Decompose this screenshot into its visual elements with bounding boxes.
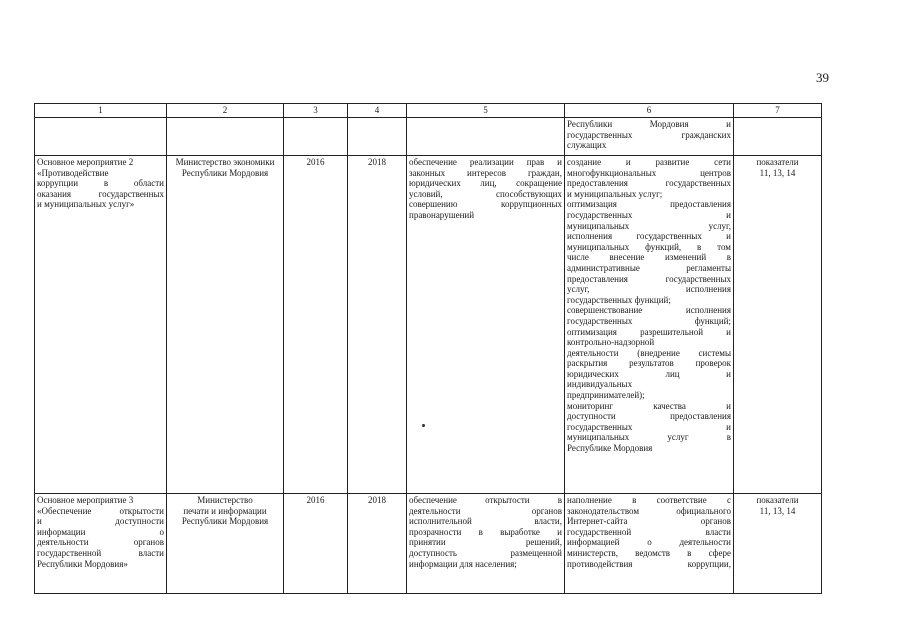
row1-main-directions: создание и развитие сети многофункциональных центров предоставления государственных и муниципальных услуг; оптимизация предоставления государственных и муниципальных услуг, исполнения государственных и муниципальных функций, в том числе внесение изменений в административные регламенты предоставления государственных услуг, исполнения государственных функций; совершенствование исполнения государственных функций; оптимизация разрешительной и контрольно-надзорной деятельности (внедрение системы раскрытия результатов проверок юридических лиц и индивидуальных предпринимателей); мониторинг качества и доступности предоставления государственных и муниципальных услуг в Республике Мордовия (565, 156, 734, 494)
column-header-1: 1 (35, 104, 167, 118)
header-row (35, 104, 822, 118)
row2-end-year: 2018 (348, 494, 407, 594)
table-row (35, 156, 822, 494)
row1-executor: Министерство экономики Республики Мордовия (167, 156, 284, 494)
row2-indicators: показатели 11, 13, 14 (734, 494, 822, 594)
page-number: 39 (816, 70, 829, 85)
measures-table (34, 103, 822, 594)
column-header-7: 7 (734, 104, 822, 118)
row1-start-year: 2016 (284, 156, 348, 494)
continuation-col6: Республики Мордовия и государственных гражданских служащих (565, 118, 734, 156)
row2-measure: Основное мероприятие 3 «Обеспечение открытости и доступности информации о деятельности органов государственной власти Республики Мордовия» (35, 494, 167, 594)
row1-measure: Основное мероприятие 2 «Противодействие коррупции в области оказания государственных и муниципальных услуг» (35, 156, 167, 494)
column-header-2: 2 (167, 104, 284, 118)
row2-expected-result: обеспечение открытости в деятельности органов исполнительной власти, прозрачности в выработке и принятии решений, доступность размещенной информации для населения; (407, 494, 565, 594)
table-row (35, 494, 822, 594)
row1-end-year: 2018 (348, 156, 407, 494)
column-header-3: 3 (284, 104, 348, 118)
column-header-6: 6 (565, 104, 734, 118)
continuation-row (35, 118, 822, 156)
row2-executor: Министерство печати и информации Республики Мордовия (167, 494, 284, 594)
column-header-5: 5 (407, 104, 565, 118)
row2-main-directions: наполнение в соответствие с законодательством официального Интернет-сайта органов государственной власти информацией о деятельности министерств, ведомств в сфере противодействия коррупции, (565, 494, 734, 594)
scan-speck (422, 424, 425, 427)
row2-start-year: 2016 (284, 494, 348, 594)
row1-indicators: показатели 11, 13, 14 (734, 156, 822, 494)
row1-expected-result: обеспечение реализации прав и законных интересов граждан, юридических лиц, сокращение условий, способствующих совершению коррупционных правонарушений (407, 156, 565, 494)
column-header-4: 4 (348, 104, 407, 118)
